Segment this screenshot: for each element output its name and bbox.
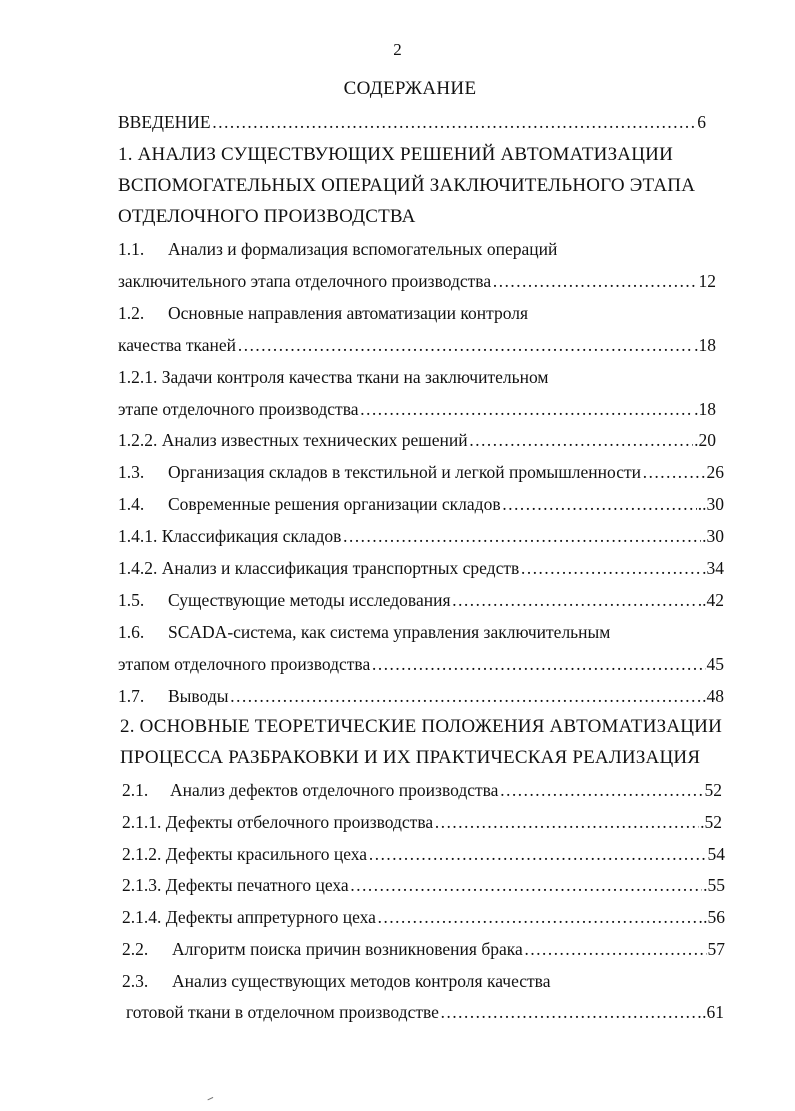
section-number: 2.1.3. [122, 875, 162, 895]
toc-entry-text: Анализ существующих методов контроля качества [172, 971, 551, 991]
section-number: 2.1.1. [122, 812, 162, 832]
section-number: 2.3. [122, 971, 149, 991]
leader-dots [368, 843, 706, 865]
toc-entry-1-2-1-line-1 [118, 366, 548, 388]
leader-dots [502, 493, 697, 515]
leader-dots [360, 398, 694, 420]
toc-entry-text: Выводы [168, 686, 229, 706]
toc-entry-1-2-1-line-2 [118, 398, 716, 420]
section-number: 2.1. [122, 780, 149, 800]
toc-entry-2-3-line-1 [122, 970, 550, 992]
toc-page-number: 52 [704, 780, 722, 800]
section-number: 1.1. [118, 239, 145, 259]
section-number: 1.2.1. [118, 367, 158, 387]
toc-entry-2-2 [122, 938, 725, 960]
toc-entry-1-5 [118, 589, 724, 611]
section-number: 1.6. [118, 622, 145, 642]
toc-entry-2-1-3 [122, 874, 725, 896]
toc-entry-text: качества тканей [118, 335, 237, 355]
leader-dots [440, 1001, 701, 1023]
toc-page-number: .34 [702, 558, 724, 578]
toc-entry-1-2-line-2 [118, 334, 716, 356]
toc-page-number: 12 [698, 271, 716, 291]
toc-entry-introduction [118, 111, 706, 133]
toc-entry-2-1-1 [122, 811, 722, 833]
toc-entry-1-6-line-1 [118, 621, 610, 643]
toc-page-number: .56 [703, 907, 725, 927]
leader-dots [229, 685, 701, 707]
toc-entry-2-1-4 [122, 906, 725, 928]
toc-page-number: .55 [703, 875, 725, 895]
toc-page-number: ..30 [697, 494, 724, 514]
section-number: 1.4.1. [118, 526, 158, 546]
toc-page-number: .18 [694, 399, 716, 419]
toc-entry-2-3-line-2 [126, 1001, 724, 1023]
toc-entry-text: Существующие методы исследования [168, 590, 451, 610]
toc-entry-2-1 [122, 779, 722, 801]
toc-entry-1-4-1 [118, 525, 724, 547]
chapter-1-heading-line-3: ОТДЕЛОЧНОГО ПРОИЗВОДСТВА [118, 206, 416, 227]
toc-entry-text: Задачи контроля качества ткани на заключительном [161, 367, 549, 387]
chapter-2-heading-line-2: ПРОЦЕССА РАЗБРАКОВКИ И ИХ ПРАКТИЧЕСКАЯ РЕАЛИЗАЦИЯ [120, 747, 701, 768]
leader-dots [499, 779, 703, 801]
toc-entry-1-1-line-1 [118, 238, 557, 260]
toc-entry-text: Дефекты печатного цеха [165, 875, 349, 895]
page-title: СОДЕРЖАНИЕ [343, 78, 477, 99]
toc-entry-label: ВВЕДЕНИЕ [118, 112, 211, 132]
toc-entry-1-2-line-1 [118, 302, 528, 324]
toc-entry-1-7 [118, 685, 724, 707]
toc-entry-text: заключительного этапа отделочного производства [118, 271, 492, 291]
toc-entry-text: Организация складов в текстильной и легкой промышленности [168, 462, 641, 482]
toc-entry-text: Дефекты красильного цеха [165, 844, 368, 864]
toc-page-number: .30 [702, 526, 724, 546]
chapter-1-heading-line-1: 1. АНАЛИЗ СУЩЕСТВУЮЩИХ РЕШЕНИЙ АВТОМАТИЗАЦИИ [118, 144, 673, 165]
toc-page-number: 54 [707, 844, 725, 864]
toc-page-number: .61 [702, 1002, 724, 1022]
leader-dots [434, 811, 699, 833]
toc-entry-text: Современные решения организации складов [168, 494, 501, 514]
toc-entry-1-1-line-2 [118, 270, 716, 292]
toc-page-number: .18 [694, 335, 716, 355]
toc-page-number: .52 [700, 812, 722, 832]
leader-dots [452, 589, 697, 611]
toc-page-number: ..42 [697, 590, 724, 610]
toc-entry-text: Классификация складов [161, 526, 342, 546]
toc-entry-text: Основные направления автоматизации контроля [168, 303, 529, 323]
leader-dots [469, 429, 693, 451]
leader-dots [642, 461, 706, 483]
toc-entry-1-6-line-2 [118, 653, 724, 675]
toc-entry-text: Анализ известных технических решений [161, 430, 468, 450]
leader-dots [371, 653, 705, 675]
section-number: 2.1.2. [122, 844, 162, 864]
chapter-2-heading-line-1: 2. ОСНОВНЫЕ ТЕОРЕТИЧЕСКИЕ ПОЛОЖЕНИЯ АВТОМАТИЗАЦИИ [120, 716, 723, 737]
section-number: 1.2. [118, 303, 145, 323]
chapter-1-heading-line-2: ВСПОМОГАТЕЛЬНЫХ ОПЕРАЦИЙ ЗАКЛЮЧИТЕЛЬНОГО ЭТАПА [118, 175, 696, 196]
leader-dots [212, 111, 697, 133]
section-number: 1.2.2. [118, 430, 158, 450]
toc-entry-1-4 [118, 493, 724, 515]
toc-page-number: 26 [706, 462, 724, 482]
toc-entry-text: Анализ и классификация транспортных средств [161, 558, 520, 578]
toc-entry-text: Анализ и формализация вспомогательных операций [168, 239, 558, 259]
toc-entry-text: Анализ дефектов отделочного производства [170, 780, 499, 800]
leader-dots [524, 938, 707, 960]
toc-page-number: 45 [706, 654, 724, 674]
section-number: 1.7. [118, 686, 145, 706]
toc-entry-1-4-2 [118, 557, 724, 579]
toc-page-number: .48 [702, 686, 724, 706]
toc-entry-text: этапе отделочного производства [118, 399, 359, 419]
leader-dots [492, 270, 697, 292]
toc-page-number: 6 [697, 112, 706, 132]
section-number: 1.4. [118, 494, 145, 514]
toc-entry-1-2-2 [118, 429, 716, 451]
toc-entry-1-3 [118, 461, 724, 483]
toc-page-number: .20 [694, 430, 716, 450]
toc-entry-text: этапом отделочного производства [118, 654, 371, 674]
section-number: 1.5. [118, 590, 145, 610]
section-number: 1.3. [118, 462, 145, 482]
leader-dots [350, 874, 702, 896]
section-number: 1.4.2. [118, 558, 158, 578]
leader-dots [342, 525, 701, 547]
section-number: 2.2. [122, 939, 149, 959]
toc-entry-text: Алгоритм поиска причин возникновения брака [172, 939, 523, 959]
leader-dots [520, 557, 701, 579]
toc-entry-text: Дефекты отбелочного производства [165, 812, 434, 832]
toc-page-number: 57 [707, 939, 725, 959]
toc-entry-text: SCADA-система, как система управления заключительным [168, 622, 611, 642]
leader-dots [377, 906, 702, 928]
leader-dots [237, 334, 693, 356]
toc-entry-text: Дефекты аппретурного цеха [165, 907, 376, 927]
toc-entry-2-1-2 [122, 843, 725, 865]
toc-entry-text: готовой ткани в отделочном производстве [126, 1002, 439, 1022]
page-number: 2 [393, 40, 402, 59]
section-number: 2.1.4. [122, 907, 162, 927]
